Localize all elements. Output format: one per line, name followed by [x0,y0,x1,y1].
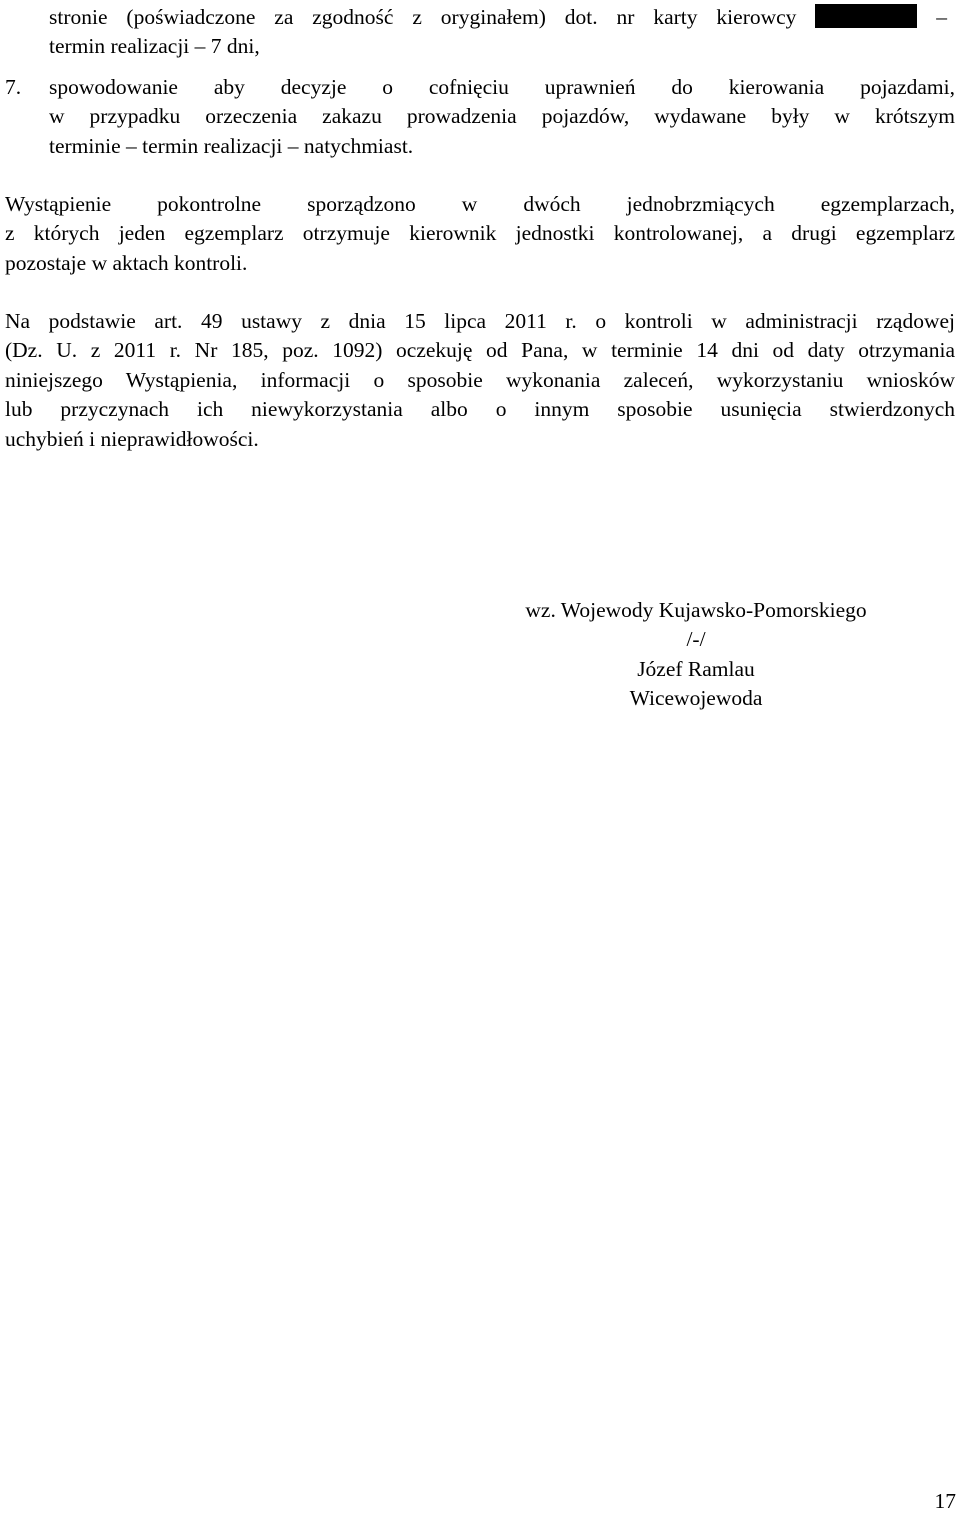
paragraph-legal-line-4: lub przyczynach ich niewykorzystania albo o innym sposobie usunięcia stwierdzonych [5,397,955,422]
item-7 [49,73,955,161]
signature-mark: /-/ [686,627,706,652]
signature-block [476,596,916,714]
paragraph-legal-line-2: (Dz. U. z 2011 r. Nr 185, poz. 1092) oczekuję od Pana, w terminie 14 dni od daty otrzymania [5,338,955,363]
item-6-line-2: termin realizacji – 7 dni, [49,34,260,59]
signatory-title: Wicewojewoda [629,686,763,711]
paragraph-legal-basis [5,307,955,454]
paragraph-copies [5,190,955,278]
page-number: 17 [934,1489,956,1513]
paragraph-legal-line-1: Na podstawie art. 49 ustawy z dnia 15 lipca 2011 r. o kontroli w administracji rządowej [5,309,955,333]
item-7-line-1: spowodowanie aby decyzje o cofnięciu uprawnień do kierowania pojazdami, [49,75,955,99]
item-6-line-1-dash: – [936,5,947,29]
item-7-line-3: terminie – termin realizacji – natychmiast. [49,133,414,158]
paragraph-copies-line-1: Wystąpienie pokontrolne sporządzono w dwóch jednobrzmiących egzemplarzach, [5,192,955,216]
item-6-line-1 [49,3,947,32]
paragraph-copies-line-2: z których jeden egzemplarz otrzymuje kierownik jednostki kontrolowanej, a drugi egzemplarz [5,221,955,246]
item-7-line-2: w przypadku orzeczenia zakazu prowadzenia pojazdów, wydawane były w krótszym [49,104,955,129]
item-6-line-1-text: stronie (poświadczone za zgodność z oryginałem) dot. nr karty kierowcy [49,5,797,29]
paragraph-legal-line-3: niniejszego Wystąpienia, informacji o sposobie wykonania zaleceń, wykorzystaniu wniosków [5,367,955,392]
paragraph-copies-line-3: pozostaje w aktach kontroli. [5,250,248,275]
paragraph-legal-line-5: uchybień i nieprawidłowości. [5,426,259,451]
signature-on-behalf: wz. Wojewody Kujawsko-Pomorskiego [525,598,867,622]
item-6-continuation [49,3,947,62]
redaction-block [815,4,917,28]
item-7-number: 7. [5,75,22,99]
signatory-name: Józef Ramlau [637,656,755,681]
